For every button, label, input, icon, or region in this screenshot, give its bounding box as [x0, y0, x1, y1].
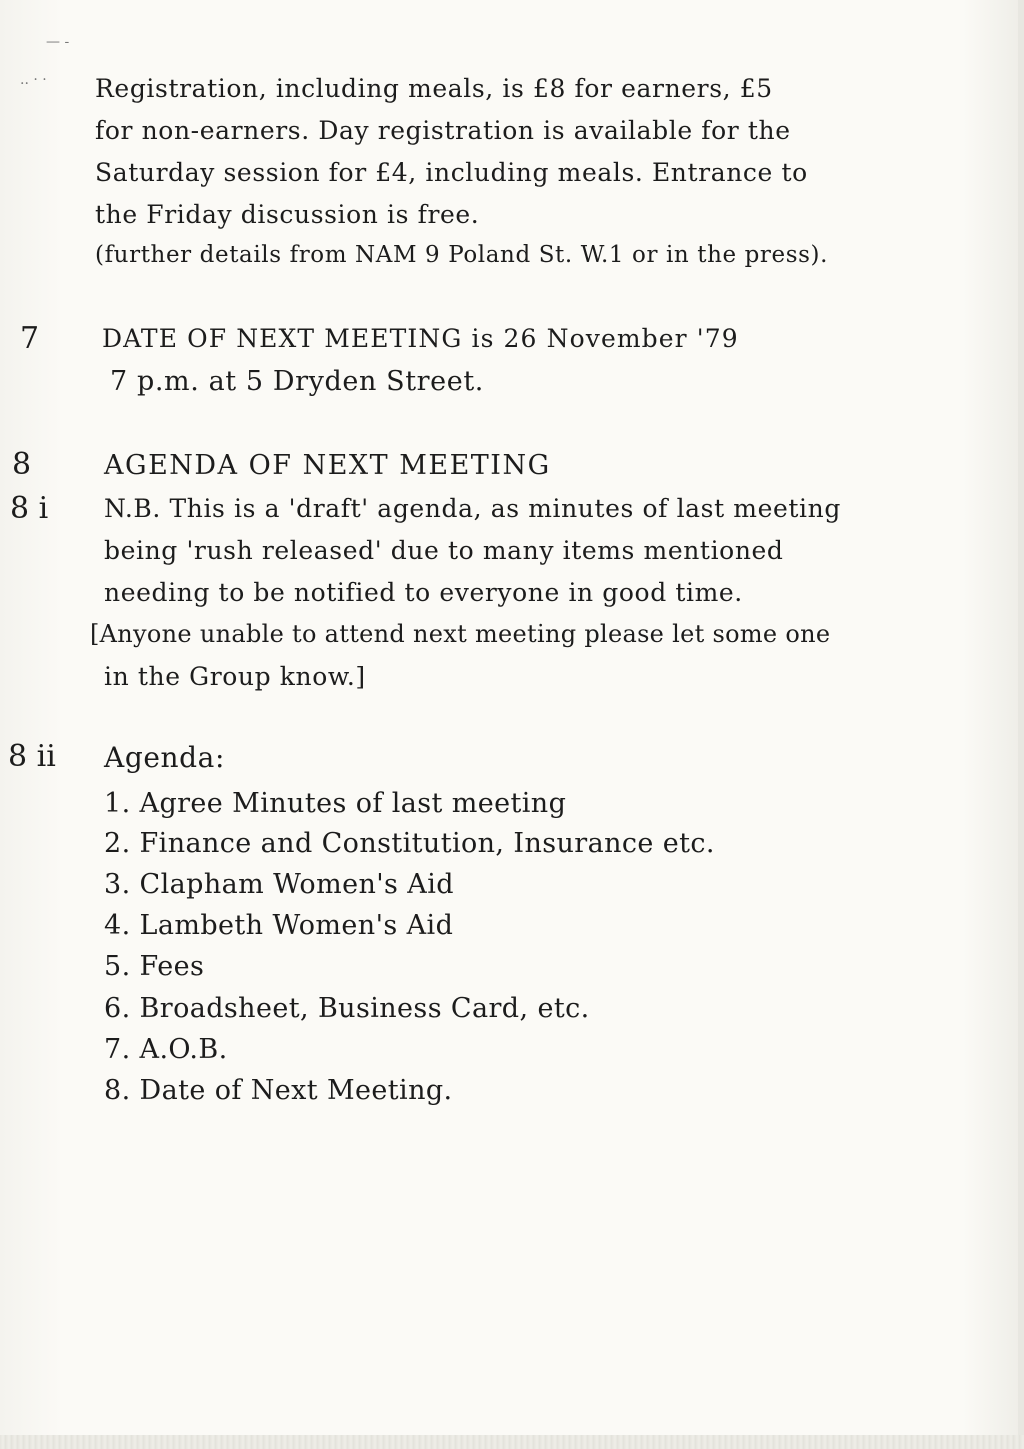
section-number: 8	[12, 447, 32, 482]
note-line: needing to be notified to everyone in good time.	[104, 578, 743, 607]
registration-line: (further details from NAM 9 Poland St. W.1 or in the press).	[95, 242, 829, 268]
note-line: in the Group know.]	[104, 662, 366, 691]
registration-line: for non-earners. Day registration is available for the	[95, 116, 791, 145]
note-line: being 'rush released' due to many items mentioned	[104, 536, 784, 565]
agenda-item: 8. Date of Next Meeting.	[104, 1075, 453, 1106]
pen-mark: .. · ·	[20, 72, 47, 88]
registration-line: Registration, including meals, is £8 for earners, £5	[95, 74, 773, 103]
agenda-item: 6. Broadsheet, Business Card, etc.	[104, 993, 590, 1024]
agenda-item: 3. Clapham Women's Aid	[104, 869, 454, 900]
pen-mark: — -	[46, 34, 70, 50]
section-number: 8 ii	[8, 739, 56, 774]
section-heading: AGENDA OF NEXT MEETING	[104, 450, 551, 481]
agenda-item: 7. A.O.B.	[104, 1034, 228, 1065]
agenda-item: 1. Agree Minutes of last meeting	[104, 788, 567, 819]
note-line: N.B. This is a 'draft' agenda, as minutes of last meeting	[104, 494, 841, 523]
agenda-heading: Agenda:	[104, 741, 225, 774]
paper-right-edge	[1018, 0, 1024, 1449]
next-meeting-date: DATE OF NEXT MEETING is 26 November '79	[102, 324, 739, 353]
agenda-item: 4. Lambeth Women's Aid	[104, 910, 454, 941]
note-line: [Anyone unable to attend next meeting please let some one	[90, 620, 831, 648]
paper-bottom-edge	[0, 1435, 1024, 1449]
agenda-item: 2. Finance and Constitution, Insurance etc.	[104, 828, 715, 859]
section-number: 7	[20, 321, 40, 356]
next-meeting-venue: 7 p.m. at 5 Dryden Street.	[110, 366, 484, 397]
registration-line: Saturday session for £4, including meals. Entrance to	[95, 158, 808, 187]
registration-line: the Friday discussion is free.	[95, 200, 480, 229]
section-number: 8 i	[10, 491, 49, 526]
agenda-item: 5. Fees	[104, 951, 205, 982]
